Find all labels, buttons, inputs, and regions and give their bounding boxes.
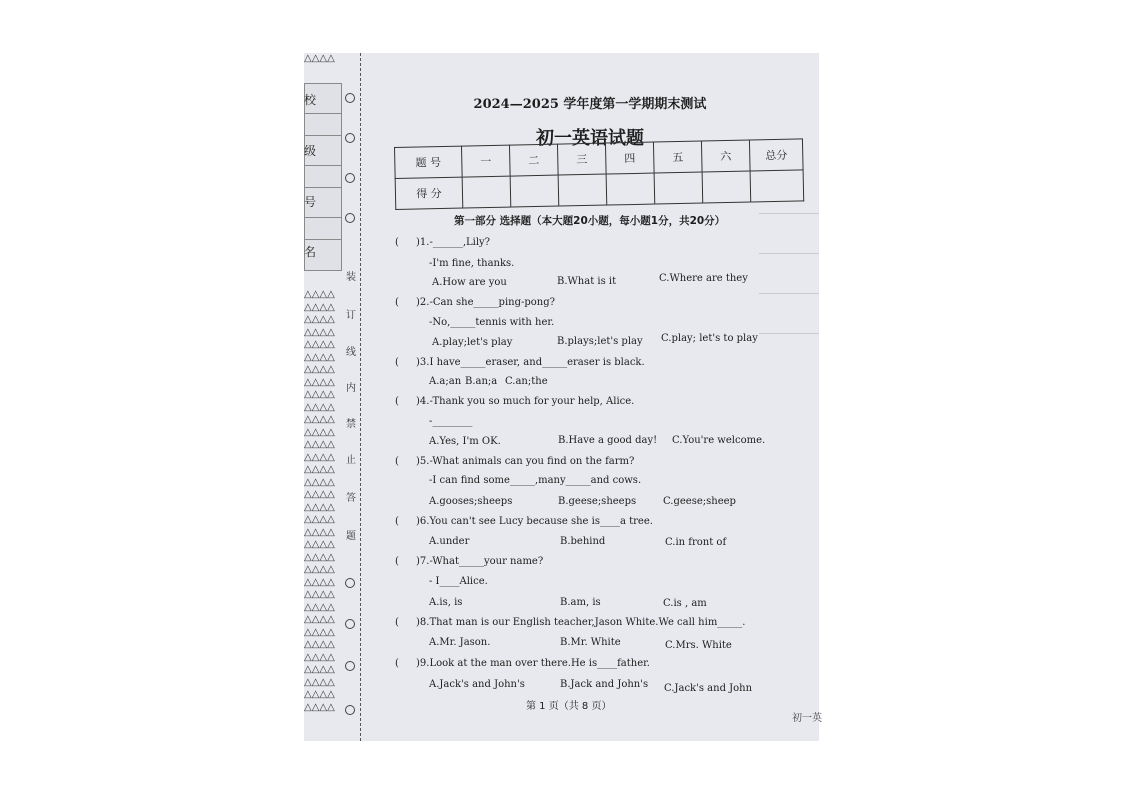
- binding-hole-icon: [345, 705, 355, 715]
- school-label: 校: [304, 93, 317, 107]
- question-sub: - I____Alice.: [429, 576, 488, 587]
- binding-text: 线: [346, 347, 356, 358]
- score-cell: 一: [461, 145, 510, 177]
- answer-paren: (: [395, 357, 399, 368]
- question-sub: -I'm fine, thanks.: [429, 258, 515, 269]
- score-input-cell: [510, 175, 559, 207]
- score-cell: 四: [605, 142, 654, 174]
- option-b: B.Jack and John's: [560, 679, 649, 690]
- option-a: A.Mr. Jason.: [429, 637, 491, 648]
- binding-strip: [304, 53, 356, 741]
- answer-paren: (: [395, 297, 399, 308]
- answer-paren: (: [395, 237, 399, 248]
- score-cell: 三: [557, 143, 606, 175]
- option-c: C.in front of: [665, 537, 727, 548]
- option-a: A.gooses;sheeps: [429, 496, 513, 507]
- option-b: B.Mr. White: [560, 637, 621, 648]
- option-c: C.is , am: [663, 598, 707, 609]
- class-box-top: [304, 113, 342, 137]
- option-a: A.Yes, I'm OK.: [429, 436, 501, 447]
- option-a: A.How are you: [432, 277, 507, 288]
- score-input-cell: [606, 173, 655, 205]
- binding-hole-icon: [345, 213, 355, 223]
- binding-text: 止: [346, 455, 356, 466]
- score-cell: 总分: [749, 139, 803, 171]
- question-stem: )3.I have_____eraser, and_____eraser is black.: [416, 357, 645, 368]
- score-input-cell: [750, 170, 804, 202]
- option-c: C.geese;sheep: [663, 496, 736, 507]
- score-cell: 题 号: [395, 146, 463, 178]
- question-sub: -________: [429, 416, 473, 427]
- score-cell: 六: [701, 140, 750, 172]
- answer-paren: (: [395, 617, 399, 628]
- question-stem: )9.Look at the man over there.He is____father.: [416, 658, 650, 669]
- page-footer: 第 1 页（共 8 页）: [526, 701, 612, 712]
- option-b: B.behind: [560, 536, 606, 547]
- option-b: B.am, is: [560, 597, 601, 608]
- question-stem: )4.-Thank you so much for your help, Alice.: [416, 396, 635, 407]
- exam-year-title: 2024—2025 学年度第一学期期末测试: [473, 97, 707, 112]
- binding-hole-icon: [345, 93, 355, 103]
- option-a: A.Jack's and John's: [429, 679, 525, 690]
- binding-text: 内: [346, 383, 356, 394]
- question-stem: )7.-What_____your name?: [416, 556, 544, 567]
- binding-hole-icon: [345, 133, 355, 143]
- option-b: B.What is it: [557, 276, 617, 287]
- number-box-top: [304, 165, 342, 189]
- class-label: 级: [304, 144, 317, 158]
- score-input-cell: [558, 174, 607, 206]
- question-stem: )1.-______,Lily?: [416, 237, 491, 248]
- adjacent-page-fragment: 初一英: [792, 713, 822, 724]
- option-b: B.geese;sheeps: [558, 496, 637, 507]
- binding-text: 装: [346, 272, 356, 283]
- option-c: C.Where are they: [659, 273, 748, 284]
- score-cell: 得 分: [395, 177, 463, 209]
- option-a: A.a;an: [429, 376, 462, 387]
- option-c: C.an;the: [505, 376, 548, 387]
- score-input-cell: [702, 171, 751, 203]
- question-stem: )2.-Can she_____ping-pong?: [416, 297, 555, 308]
- name-label: 名: [304, 245, 317, 259]
- option-b: B.Have a good day!: [558, 435, 658, 446]
- binding-dashed-line: [360, 53, 361, 741]
- option-c: C.Mrs. White: [665, 640, 732, 651]
- score-cell: 五: [653, 141, 702, 173]
- question-stem: )8.That man is our English teacher,Jason White.We call him_____.: [416, 617, 746, 628]
- binding-hole-icon: [345, 173, 355, 183]
- option-c: C.You're welcome.: [672, 435, 766, 446]
- binding-hole-icon: [345, 578, 355, 588]
- section-title: 第一部分 选择题（本大题20小题，每小题1分，共20分）: [454, 215, 726, 227]
- option-b: B.an;a: [465, 376, 498, 387]
- binding-hole-icon: [345, 619, 355, 629]
- triangle-border-top: △△△△: [304, 53, 335, 64]
- binding-text: 禁: [346, 419, 356, 430]
- name-box-top: [304, 217, 342, 241]
- number-label: 号: [304, 195, 317, 209]
- answer-paren: (: [395, 556, 399, 567]
- option-a: A.play;let's play: [432, 337, 513, 348]
- answer-paren: (: [395, 396, 399, 407]
- triangle-border-bottom: △△△△ △△△△ △△△△ △△△△ △△△△ △△△△ △△△△ △△△△ △△△△ △△△△ △△△△ △△△△ △△△△ △△△△ △△△△ △△△△ △△△△ △△△△ △△△△ △△△△ △△△△ △△△△ △△△△ △△△△ △△△△ △△△△ △△△△ △△△△ △△△△ △△△△ △△△△ △△△△ △△△△ △△△△: [304, 289, 335, 713]
- option-c: C.Jack's and John: [664, 683, 753, 694]
- exam-subject-title: 初一英语试题: [536, 128, 644, 149]
- answer-paren: (: [395, 516, 399, 527]
- answer-paren: (: [395, 658, 399, 669]
- question-stem: )5.-What animals can you find on the farm?: [416, 456, 635, 467]
- score-input-cell: [654, 172, 703, 204]
- binding-text: 订: [346, 310, 356, 321]
- binding-hole-icon: [345, 661, 355, 671]
- binding-text: 答: [346, 493, 356, 504]
- option-a: A.is, is: [429, 597, 463, 608]
- option-c: C.play; let's to play: [661, 333, 758, 344]
- score-table: [394, 138, 804, 210]
- answer-paren: (: [395, 456, 399, 467]
- option-a: A.under: [429, 536, 470, 547]
- score-input-cell: [462, 176, 511, 208]
- binding-text: 题: [346, 531, 356, 542]
- question-stem: )6.You can't see Lucy because she is____a tree.: [416, 516, 653, 527]
- option-b: B.plays;let's play: [557, 336, 643, 347]
- question-sub: -No,_____tennis with her.: [429, 317, 555, 328]
- question-sub: -I can find some_____,many_____and cows.: [429, 475, 642, 486]
- score-cell: 二: [509, 144, 558, 176]
- exam-page: [304, 53, 819, 741]
